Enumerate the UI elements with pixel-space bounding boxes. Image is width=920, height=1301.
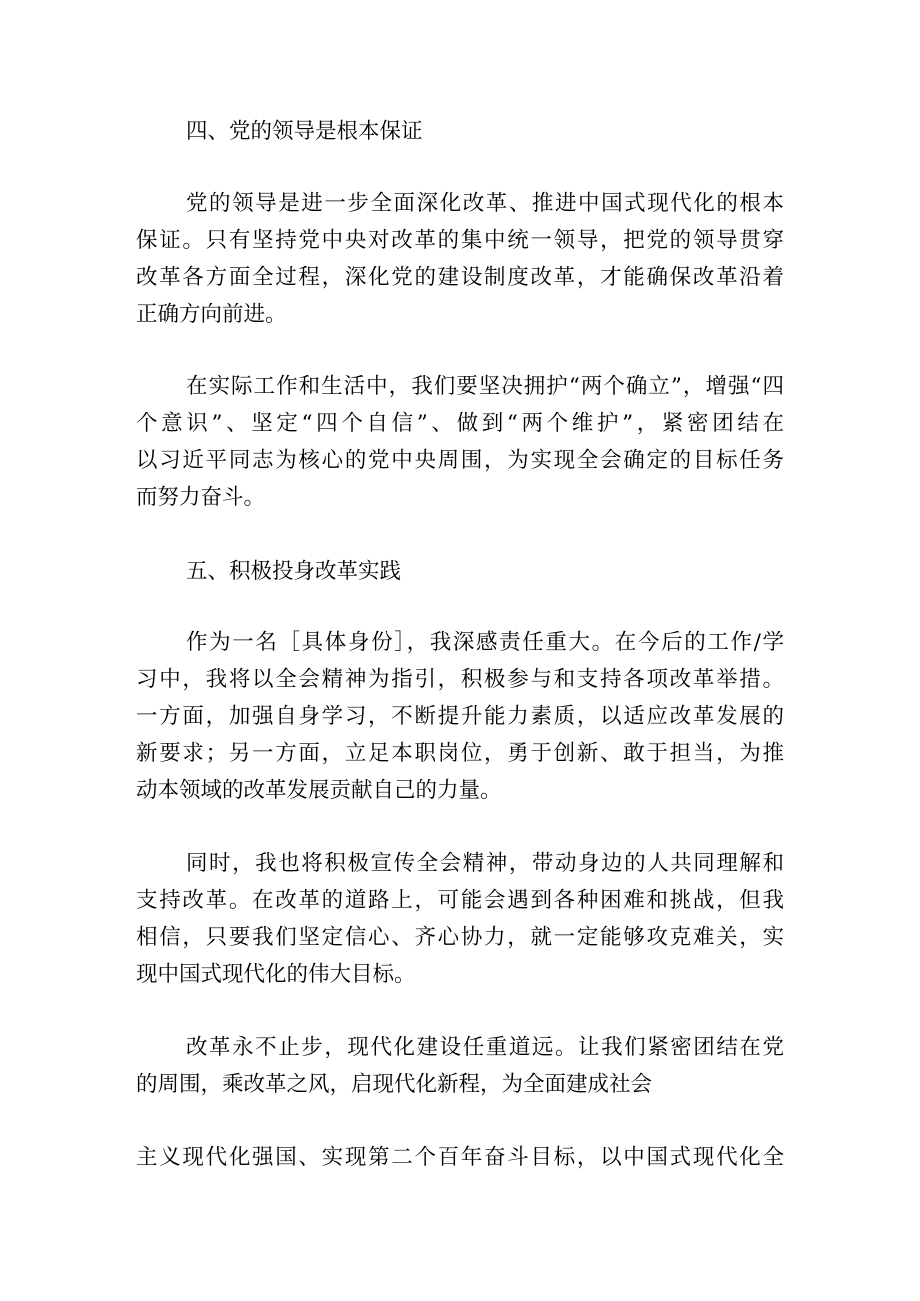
paragraph-line: 个意识”、坚定“四个自信”、做到“两个维护”，紧密团结在 xyxy=(136,411,784,436)
section-heading-four: 四、党的领导是根本保证 xyxy=(186,119,423,144)
paragraph-line: 改革各方面全过程，深化党的建设制度改革，才能确保改革沿着 xyxy=(136,265,784,290)
paragraph-line: 习中，我将以全会精神为指引，积极参与和支持各项改革举措。 xyxy=(136,667,784,692)
paragraph-line: 党的领导是进一步全面深化改革、推进中国式现代化的根本 xyxy=(186,191,784,216)
paragraph-line: 以习近平同志为核心的党中央周围，为实现全会确定的目标任务 xyxy=(136,448,784,473)
paragraph-line: 动本领域的改革发展贡献自己的力量。 xyxy=(136,778,502,803)
section-heading-five: 五、积极投身改革实践 xyxy=(186,559,402,584)
paragraph-line: 作为一名［具体身份］，我深感责任重大。在今后的工作/学 xyxy=(186,630,784,655)
paragraph-line: 现中国式现代化的伟大目标。 xyxy=(136,962,416,987)
paragraph-line: 而努力奋斗。 xyxy=(136,485,266,510)
paragraph-line: 新要求；另一方面，立足本职岗位，勇于创新、敢于担当，为推 xyxy=(136,741,784,766)
paragraph-line: 支持改革。在改革的道路上，可能会遇到各种困难和挑战，但我 xyxy=(136,888,784,913)
paragraph-line: 在实际工作和生活中，我们要坚决拥护“两个确立”，增强“四 xyxy=(186,374,784,399)
paragraph-line: 正确方向前进。 xyxy=(136,302,287,327)
paragraph-line: 一方面，加强自身学习，不断提升能力素质，以适应改革发展的 xyxy=(136,704,784,729)
paragraph-line: 主义现代化强国、实现第二个百年奋斗目标，以中国式现代化全 xyxy=(136,1145,784,1170)
paragraph-line: 改革永不止步，现代化建设任重道远。让我们紧密团结在党 xyxy=(186,1035,784,1060)
paragraph-line: 的周围，乘改革之风，启现代化新程，为全面建成社会 xyxy=(136,1072,653,1097)
paragraph-line: 保证。只有坚持党中央对改革的集中统一领导，把党的领导贯穿 xyxy=(136,228,784,253)
paragraph-line: 相信，只要我们坚定信心、齐心协力，就一定能够攻克难关，实 xyxy=(136,925,784,950)
paragraph-line: 同时，我也将积极宣传全会精神，带动身边的人共同理解和 xyxy=(186,851,784,876)
